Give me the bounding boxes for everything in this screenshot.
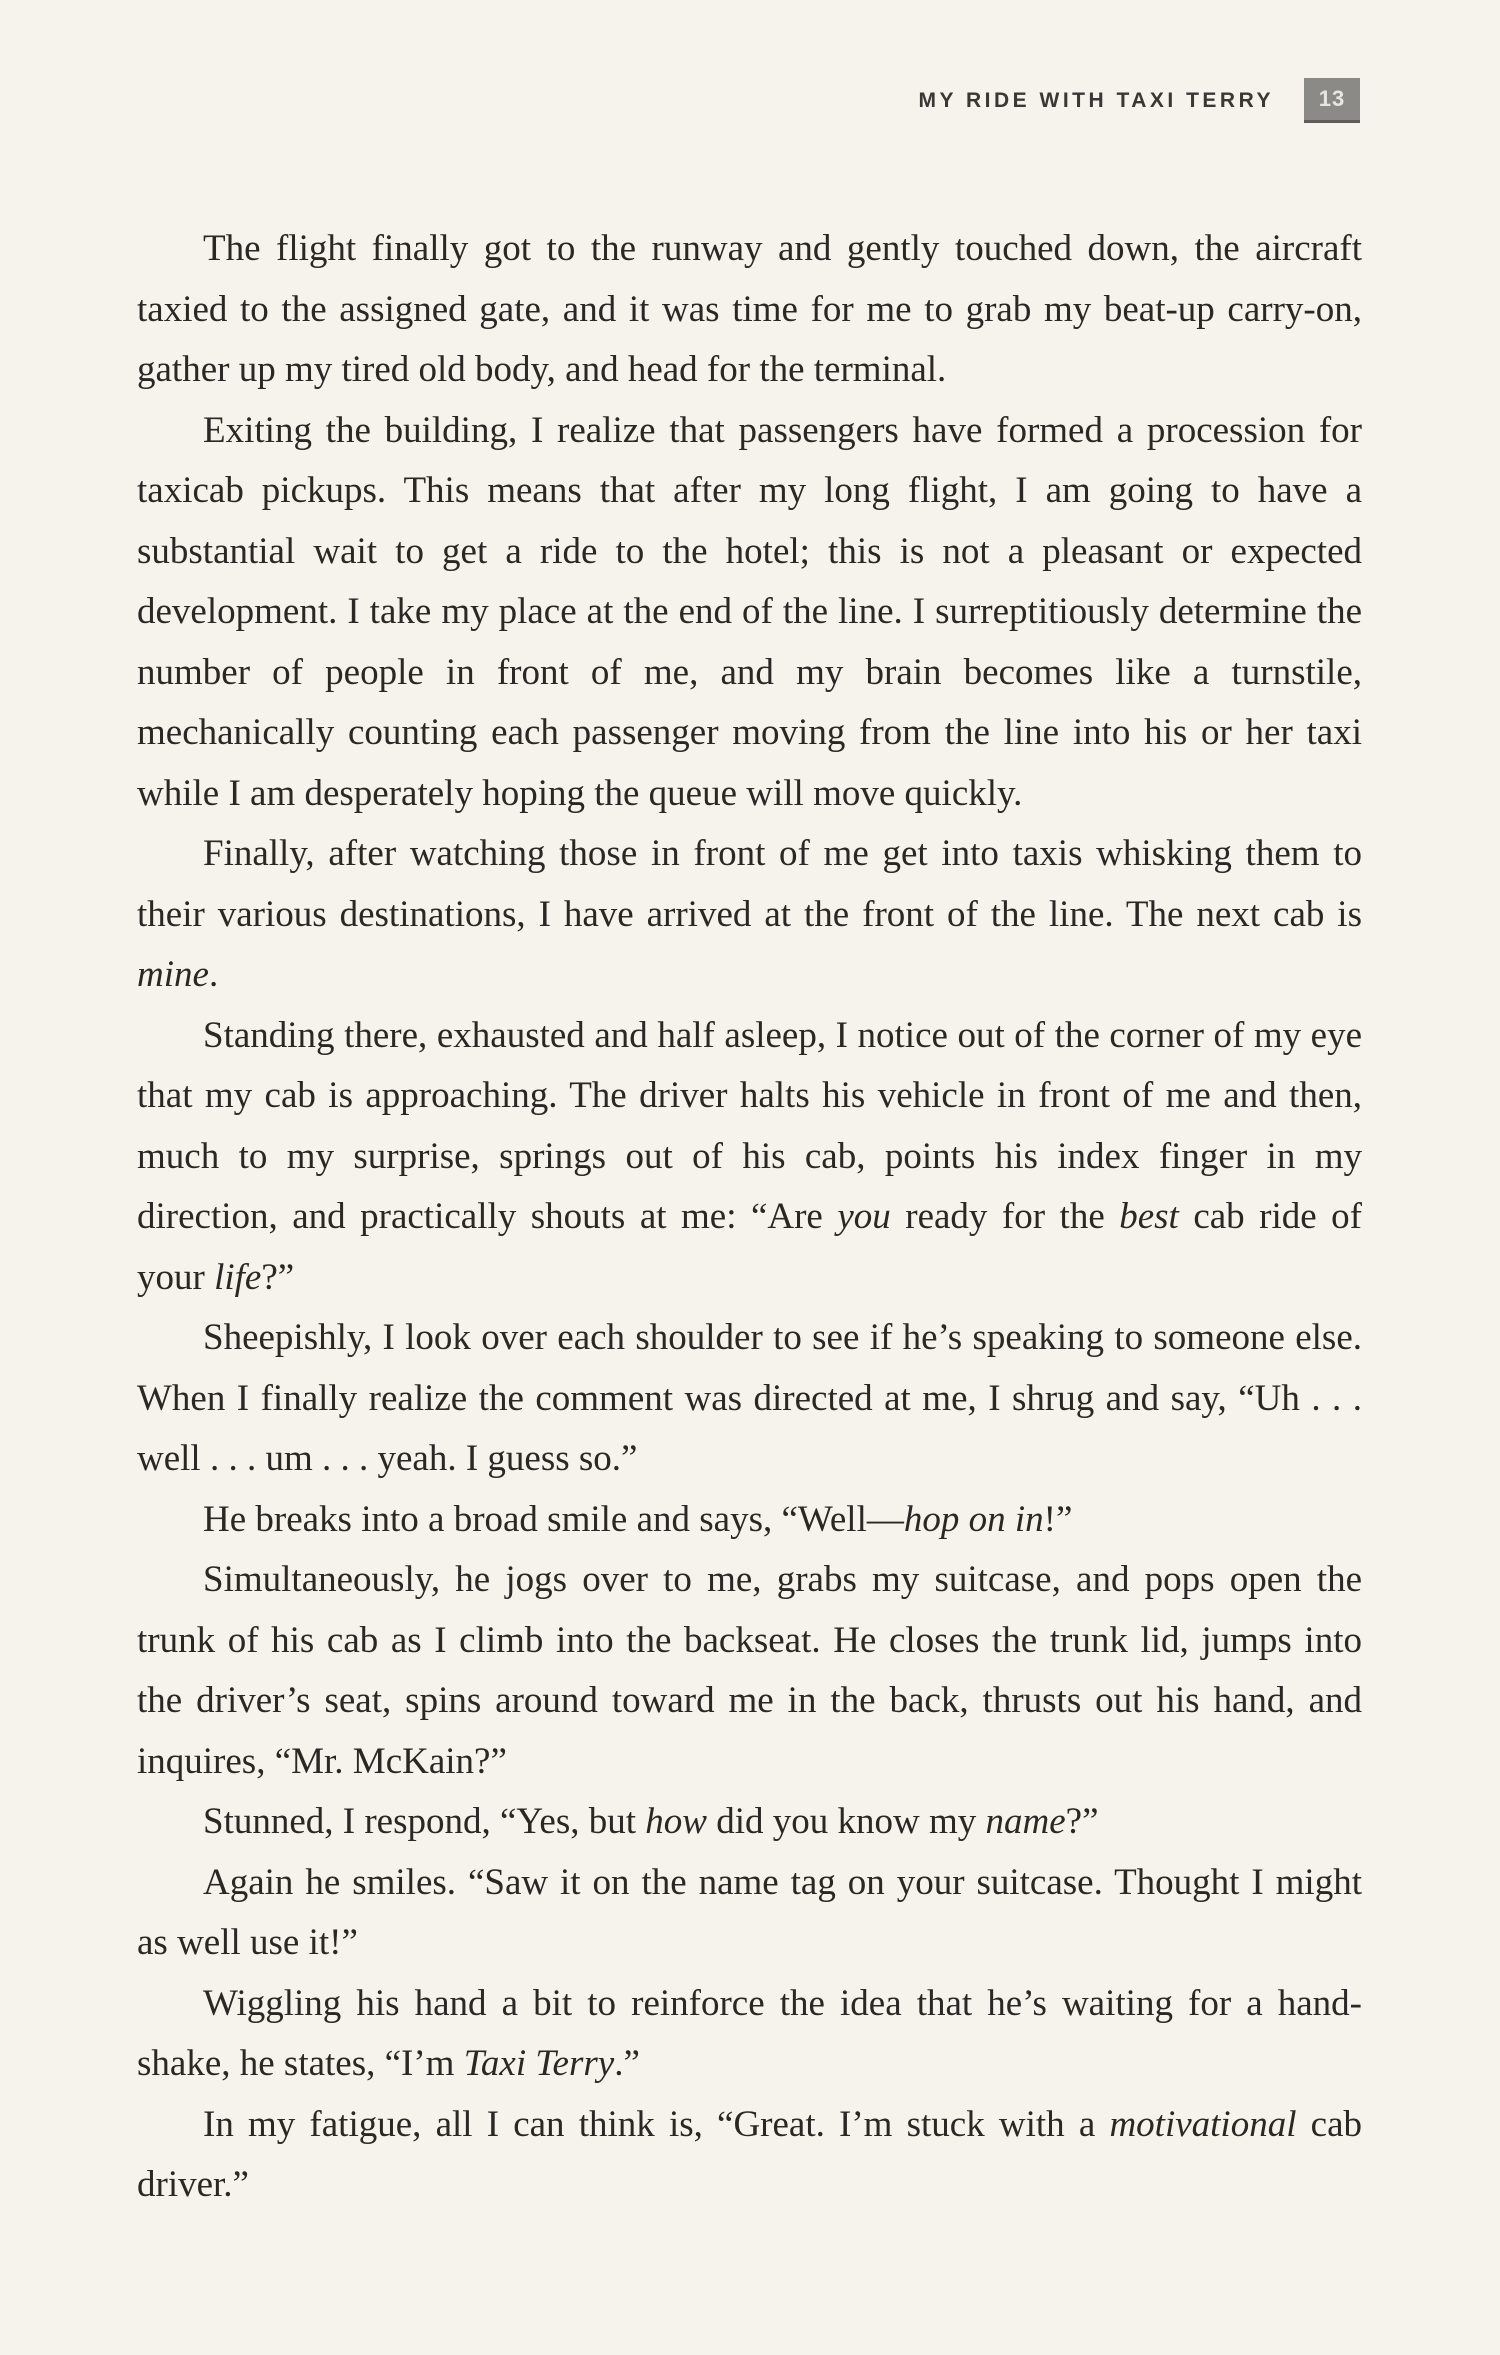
text-run: Exiting the building, I realize that passengers have formed a procession for taxicab pickups. This means that after my long flight, I am going to have a substantial wait to get a ride to the hotel; this is not a pleasant or expected development. I take my place at the end of the line. I surreptitiously determine the number of people in front of me, and my brain becomes like a turnstile, mechanically counting each passenger moving from the line into his or her taxi while I am desperately hoping the queue will move quickly.	[137, 409, 1362, 814]
paragraph	[137, 1006, 1362, 1309]
text-run: ?”	[261, 1256, 295, 1298]
italic-text: best	[1119, 1196, 1179, 1237]
paragraph	[137, 219, 1362, 401]
italic-text: name	[985, 1801, 1066, 1842]
text-run: ?”	[1065, 1801, 1099, 1842]
text-run: The flight finally got to the runway and gently touched down, the aircraft taxied to the assigned gate, and it was time for me to grab my beat-up carry-on, gather up my tired old body, and head for the terminal.	[137, 228, 1362, 390]
paragraph	[137, 1550, 1362, 1792]
italic-text: life	[214, 1256, 262, 1298]
page-number-box	[1304, 78, 1360, 123]
text-run: He breaks into a broad smile and says, “Well—	[203, 1498, 904, 1540]
text-run: Standing there, exhausted and half asleep, I notice out of the corner of my eye that my cab is approaching. The driver halts his vehicle in front of me and then, much to my surprise, springs out of his cab, points his index finger in my direction, and practically shouts at me: “Are	[137, 1014, 1362, 1237]
italic-text: hop on in	[903, 1498, 1044, 1540]
paragraph	[137, 1792, 1362, 1853]
text-run: Wiggling his hand a bit to reinforce the idea that he’s waiting for a hand-shake, he states, “I’m	[137, 1982, 1362, 2084]
paragraph	[137, 401, 1362, 825]
running-title: MY RIDE WITH TAXI TERRY	[918, 88, 1274, 112]
text-run: Finally, after watching those in front of me get into taxis whisking them to their various destinations, I have arrived at the front of the line. The next cab is	[137, 833, 1362, 935]
text-run: cab ride of your	[137, 1196, 1362, 1298]
italic-text: mine	[137, 954, 209, 995]
text-run: Again he smiles. “Saw it on the name tag on your suitcase. Thought I might as well use it!”	[137, 1861, 1362, 1963]
paragraph	[137, 1308, 1362, 1490]
text-run: ready for the	[890, 1196, 1120, 1237]
italic-text: how	[645, 1801, 707, 1842]
paragraph	[137, 1853, 1362, 1974]
paragraph	[137, 2095, 1362, 2216]
paragraph	[137, 1490, 1362, 1551]
text-run: !”	[1043, 1498, 1073, 1540]
text-run: Stunned, I respond, “Yes, but	[203, 1801, 646, 1842]
text-run: .	[208, 954, 219, 995]
text-run: In my fatigue, all I can think is, “Great. I’m stuck with a	[203, 2103, 1110, 2145]
italic-text: Taxi Terry	[463, 2043, 615, 2084]
page-number: 13	[1318, 86, 1346, 111]
text-run: Simultaneously, he jogs over to me, grabs my suitcase, and pops open the trunk of his cab as I climb into the backseat. He closes the trunk lid, jumps into the driver’s seat, spins around toward me in the back, thrusts out his hand, and inquires, “Mr. McKain?”	[137, 1559, 1362, 1782]
text-run: did you know my	[706, 1801, 986, 1842]
text-run: Sheepishly, I look over each shoulder to see if he’s speaking to someone else. When I finally realize the comment was directed at me, I shrug and say, “Uh . . . well . . . um . . . yeah. I guess so.”	[137, 1317, 1362, 1479]
body-text	[137, 219, 1362, 2216]
text-run: cab driver.”	[137, 2103, 1362, 2205]
italic-text: motivational	[1109, 2103, 1297, 2145]
text-run: .”	[614, 2043, 640, 2084]
paragraph	[137, 1974, 1362, 2095]
italic-text: you	[837, 1196, 891, 1237]
running-head	[919, 78, 1360, 123]
paragraph	[137, 824, 1362, 1006]
